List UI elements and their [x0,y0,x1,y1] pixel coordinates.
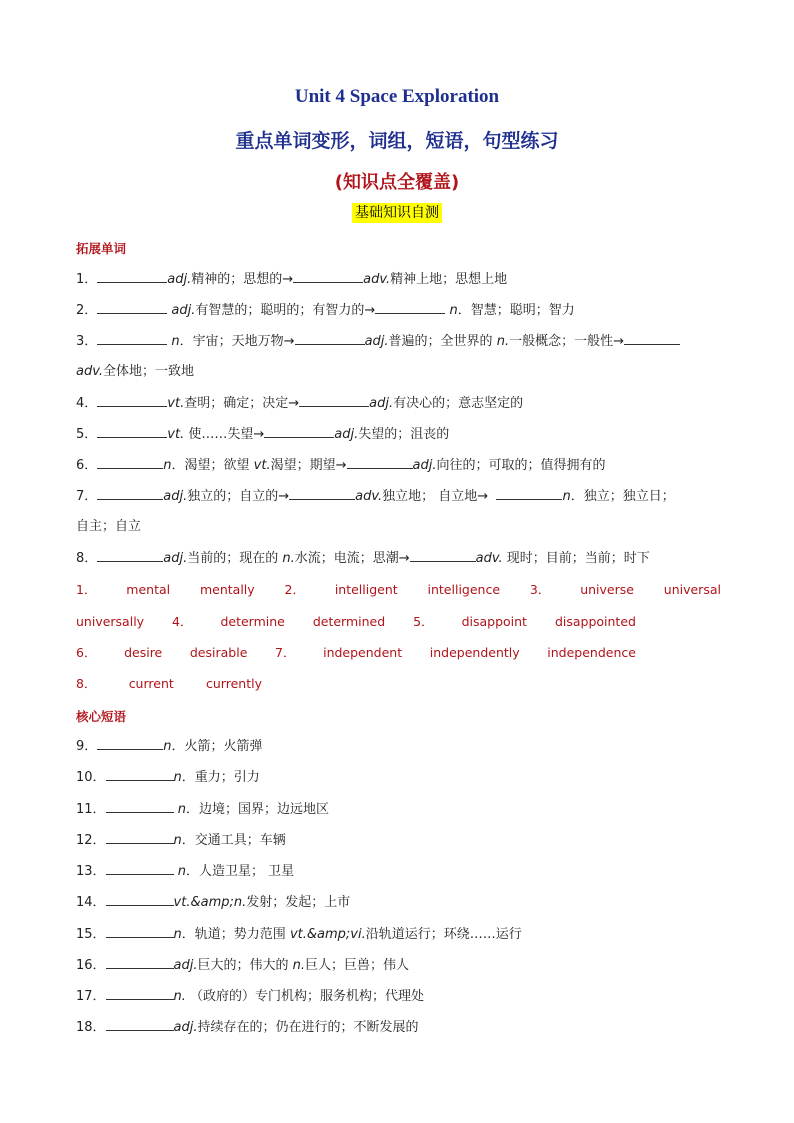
question-14: 14． vt.&amp;n.发射；发起；上市 [76,895,351,910]
answers-row-3: 6． desire desirable 7． independent independently independence [76,645,636,660]
answer-blank[interactable] [299,394,369,407]
question-3: 3． n．宇宙；天地万物→ adj.普遍的；全世界的 n.一般概念；一般性→ [76,332,736,351]
question-9: 9． n．火箭；火箭弹 [76,739,263,754]
answer-blank[interactable] [97,737,163,750]
answer-blank[interactable] [97,332,167,345]
answer-blank[interactable] [106,893,174,906]
question-16: 16． adj.巨大的；伟大的 n.巨人；巨兽；伟人 [76,958,410,973]
answer-blank[interactable] [289,487,355,500]
answer-blank[interactable] [496,487,562,500]
answer-blank[interactable] [106,831,174,844]
answer-blank[interactable] [347,456,413,469]
question-2: 2． adj.有智慧的；聪明的；有智力的→ n．智慧；聪明；智力 [76,303,575,318]
answer-blank[interactable] [97,549,163,562]
self-test-badge: 基础知识自测 [352,203,442,223]
badge-row [0,202,794,223]
question-18: 18． adj.持续存在的；仍在进行的；不断发展的 [76,1020,419,1035]
answer-blank[interactable] [97,301,167,314]
question-5: 5． vt. 使……失望→ adj.失望的；沮丧的 [76,427,450,442]
question-6: 6． n．渴望；欲望 vt.渴望；期望→ adj.向往的；可取的；值得拥有的 [76,458,606,473]
page-subtitle: 重点单词变形，词组，短语，句型练习 [235,130,559,152]
answer-blank[interactable] [97,425,167,438]
answers-row-1: 1． mental mentally 2． intelligent intelligence 3． universe universal [76,582,721,597]
answer-blank[interactable] [410,549,476,562]
answers-row-4: 8． current currently [76,676,262,691]
section-heading-words: 拓展单词 [76,241,127,256]
coverage-note: (知识点全覆盖) [334,172,460,193]
answer-blank[interactable] [97,270,167,283]
answer-blank[interactable] [106,862,174,875]
question-7: 7． adj.独立的；自立的→ adv.独立地； 自立地→ n．独立；独立日； [76,489,675,504]
answer-blank[interactable] [106,768,174,781]
unit-title: Unit 4 Space Exploration [294,86,500,107]
question-17: 17． n. （政府的）专门机构；服务机构；代理处 [76,989,425,1004]
answer-blank[interactable] [264,425,334,438]
answer-blank[interactable] [295,332,365,345]
answer-blank[interactable] [624,332,680,345]
answer-blank[interactable] [97,487,163,500]
answer-blank[interactable] [106,800,174,813]
question-12: 12． n．交通工具；车辆 [76,833,286,848]
answer-blank[interactable] [375,301,445,314]
question-7-continued: 自主；自立 [76,519,142,534]
answer-blank[interactable] [97,394,167,407]
question-1: 1． adj.精神的；思想的→ adv.精神上地；思想上地 [76,272,508,287]
question-13: 13． n．人造卫星； 卫星 [76,864,295,879]
question-11: 11． n．边境；国界；边远地区 [76,802,329,817]
answer-blank[interactable] [106,956,174,969]
question-3-continued: adv.全体地；一致地 [76,364,194,379]
answer-blank[interactable] [106,1018,174,1031]
question-10: 10． n．重力；引力 [76,770,260,785]
answers-row-2: universally 4． determine determined 5． disappoint disappointed [76,614,636,629]
question-4: 4． vt.查明；确定；决定→ adj.有决心的；意志坚定的 [76,396,524,411]
answer-blank[interactable] [293,270,363,283]
question-8: 8． adj.当前的；现在的 n.水流；电流；思潮→ adv. 现时；目前；当前；时下 [76,551,650,566]
answer-blank[interactable] [97,456,163,469]
question-15: 15． n．轨道；势力范围 vt.&amp;vi.沿轨道运行；环绕……运行 [76,927,522,942]
answer-blank[interactable] [106,987,174,1000]
answer-blank[interactable] [106,925,174,938]
section-heading-phrases: 核心短语 [76,709,127,724]
